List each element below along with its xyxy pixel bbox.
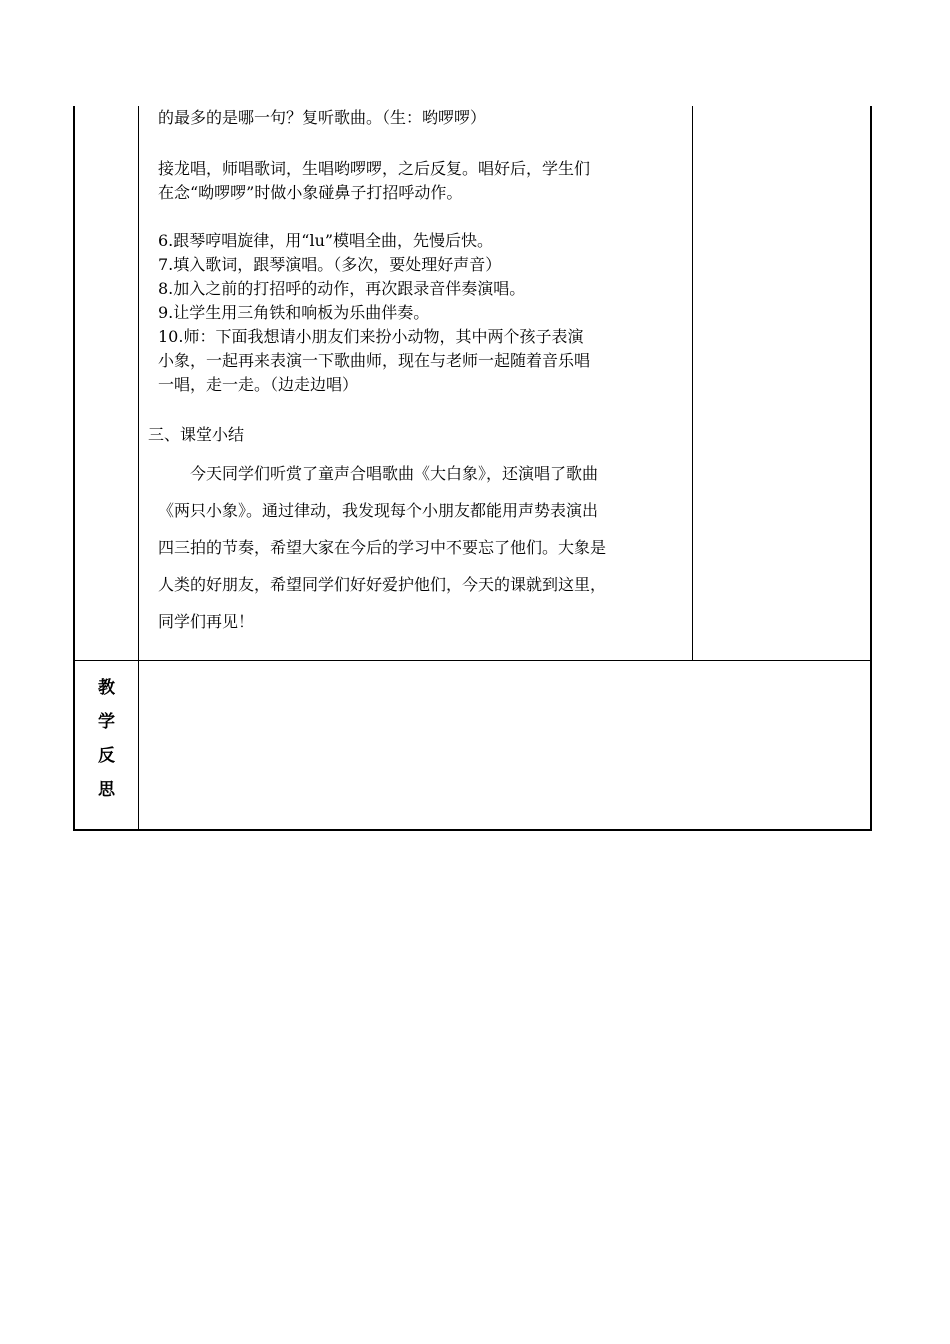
step-item: 6.跟琴哼唱旋律，用“lu”模唱全曲，先慢后快。 bbox=[158, 231, 494, 250]
teaching-reflection-cell[interactable] bbox=[140, 662, 870, 828]
summary-line: 人类的好朋友，希望同学们好好爱护他们，今天的课就到这里， bbox=[158, 575, 607, 594]
step-item: 8.加入之前的打招呼的动作，再次跟录音伴奏演唱。 bbox=[158, 279, 526, 298]
label-char: 反 bbox=[98, 746, 115, 766]
teaching-reflection-label bbox=[75, 671, 138, 807]
step-item: 小象，一起再来表演一下歌曲师，现在与老师一起随着音乐唱 bbox=[158, 351, 591, 370]
step-item: 7.填入歌词，跟琴演唱。（多次，要处理好声音） bbox=[158, 255, 502, 274]
summary-line: 四三拍的节奏，希望大家在今后的学习中不要忘了他们。大象是 bbox=[158, 538, 607, 557]
label-char: 学 bbox=[98, 712, 115, 732]
step-item: 9.让学生用三角铁和响板为乐曲伴奏。 bbox=[158, 303, 430, 322]
section-heading-text: 三、课堂小结 bbox=[148, 425, 245, 444]
table-divider-left bbox=[138, 106, 139, 830]
table-row-divider bbox=[74, 660, 871, 661]
text-line: 接龙唱，师唱歌词，生唱哟啰啰，之后反复。唱好后，学生们 bbox=[158, 159, 591, 178]
summary-line: 今天同学们听赏了童声合唱歌曲《大白象》，还演唱了歌曲 bbox=[190, 464, 599, 483]
label-char: 思 bbox=[98, 780, 115, 800]
relay-singing-paragraph bbox=[158, 157, 688, 205]
step-item: 10.师：下面我想请小朋友们来扮小动物，其中两个孩子表演 bbox=[158, 327, 584, 346]
summary-paragraph bbox=[158, 455, 688, 640]
summary-line: 同学们再见！ bbox=[158, 612, 255, 631]
step-item: 一唱，走一走。（边走边唱） bbox=[158, 375, 359, 394]
label-char: 教 bbox=[98, 678, 115, 698]
section-heading bbox=[148, 423, 688, 447]
steps-list bbox=[158, 229, 688, 397]
table-divider-right bbox=[692, 106, 693, 661]
summary-line: 《两只小象》。通过律动，我发现每个小朋友都能用声势表演出 bbox=[158, 501, 599, 520]
text-line: 在念“呦啰啰”时做小象碰鼻子打招呼动作。 bbox=[158, 183, 463, 202]
text-line: 的最多的是哪一句？复听歌曲。（生：哟啰啰） bbox=[158, 108, 487, 127]
continuation-paragraph bbox=[158, 106, 688, 130]
